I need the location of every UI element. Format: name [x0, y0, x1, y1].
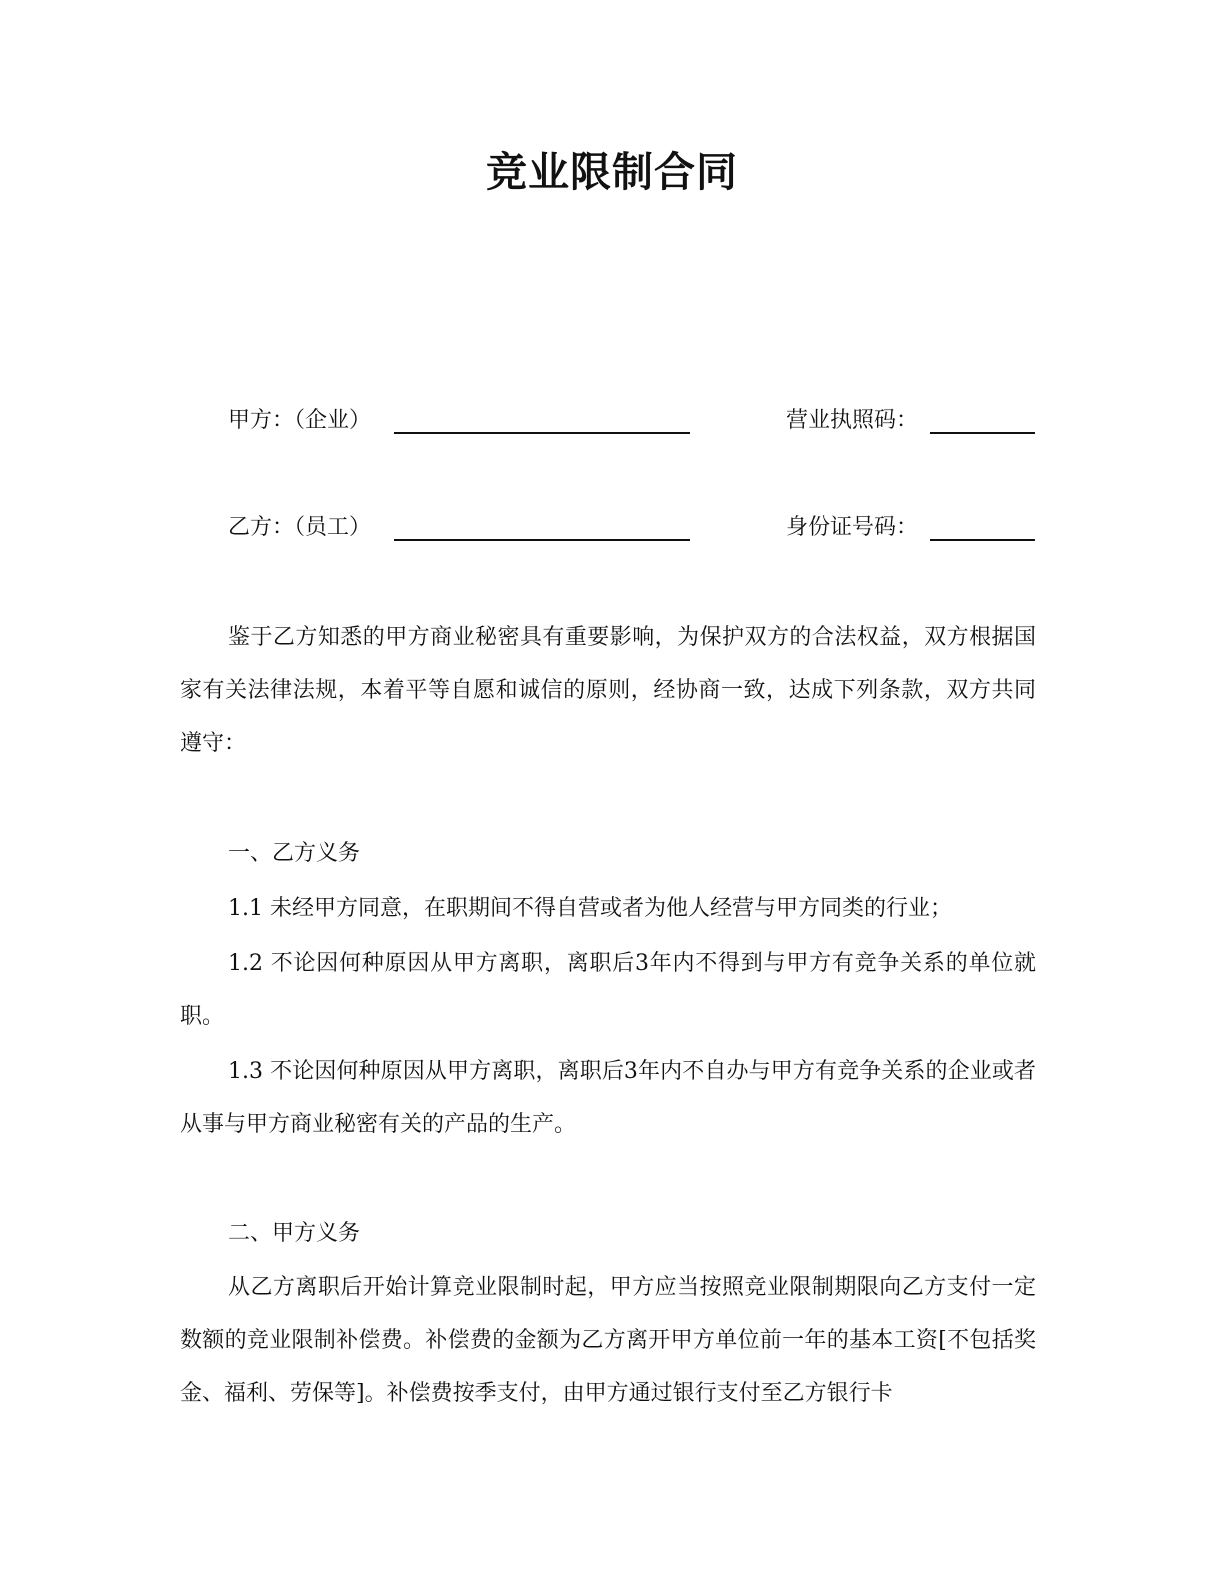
id-number-blank [930, 539, 1035, 541]
section-2-body: 从乙方离职后开始计算竞业限制时起，甲方应当按照竞业限制期限向乙方支付一定数额的竞业限制补偿费。补偿费的金额为乙方离开甲方单位前一年的基本工资[不包括奖金、福利、劳保等]。补偿费按季支付，由甲方通过银行支付至乙方银行卡 [180, 1275, 1036, 1406]
party-a-name-blank [394, 432, 690, 434]
clause-1-2: 1.2 不论因何种原因从甲方离职，离职后3年内不得到与甲方有竞争关系的单位就职。 [180, 951, 1036, 1029]
section-2-heading: 二、甲方义务 [228, 1221, 361, 1246]
id-number-label: 身份证号码： [786, 515, 919, 540]
business-license-blank [930, 432, 1035, 434]
preamble-paragraph: 鉴于乙方知悉的甲方商业秘密具有重要影响，为保护双方的合法权益，双方根据国家有关法律法规，本着平等自愿和诚信的原则，经协商一致，达成下列条款，双方共同遵守： [180, 625, 1036, 756]
party-a-row [228, 403, 1036, 439]
party-b-name-blank [394, 539, 690, 541]
party-b-row [228, 510, 1036, 546]
section-1-heading: 一、乙方义务 [228, 841, 361, 866]
business-license-label: 营业执照码： [786, 408, 919, 433]
clause-1-3: 1.3 不论因何种原因从甲方离职，离职后3年内不自办与甲方有竞争关系的企业或者从事与甲方商业秘密有关的产品的生产。 [180, 1059, 1036, 1137]
party-b-label: 乙方：（员工） [228, 515, 372, 540]
document-title: 竞业限制合同 [486, 148, 738, 196]
party-a-label: 甲方：（企业） [228, 408, 372, 433]
clause-1-1: 1.1 未经甲方同意，在职期间不得自营或者为他人经营与甲方同类的行业； [228, 896, 952, 921]
